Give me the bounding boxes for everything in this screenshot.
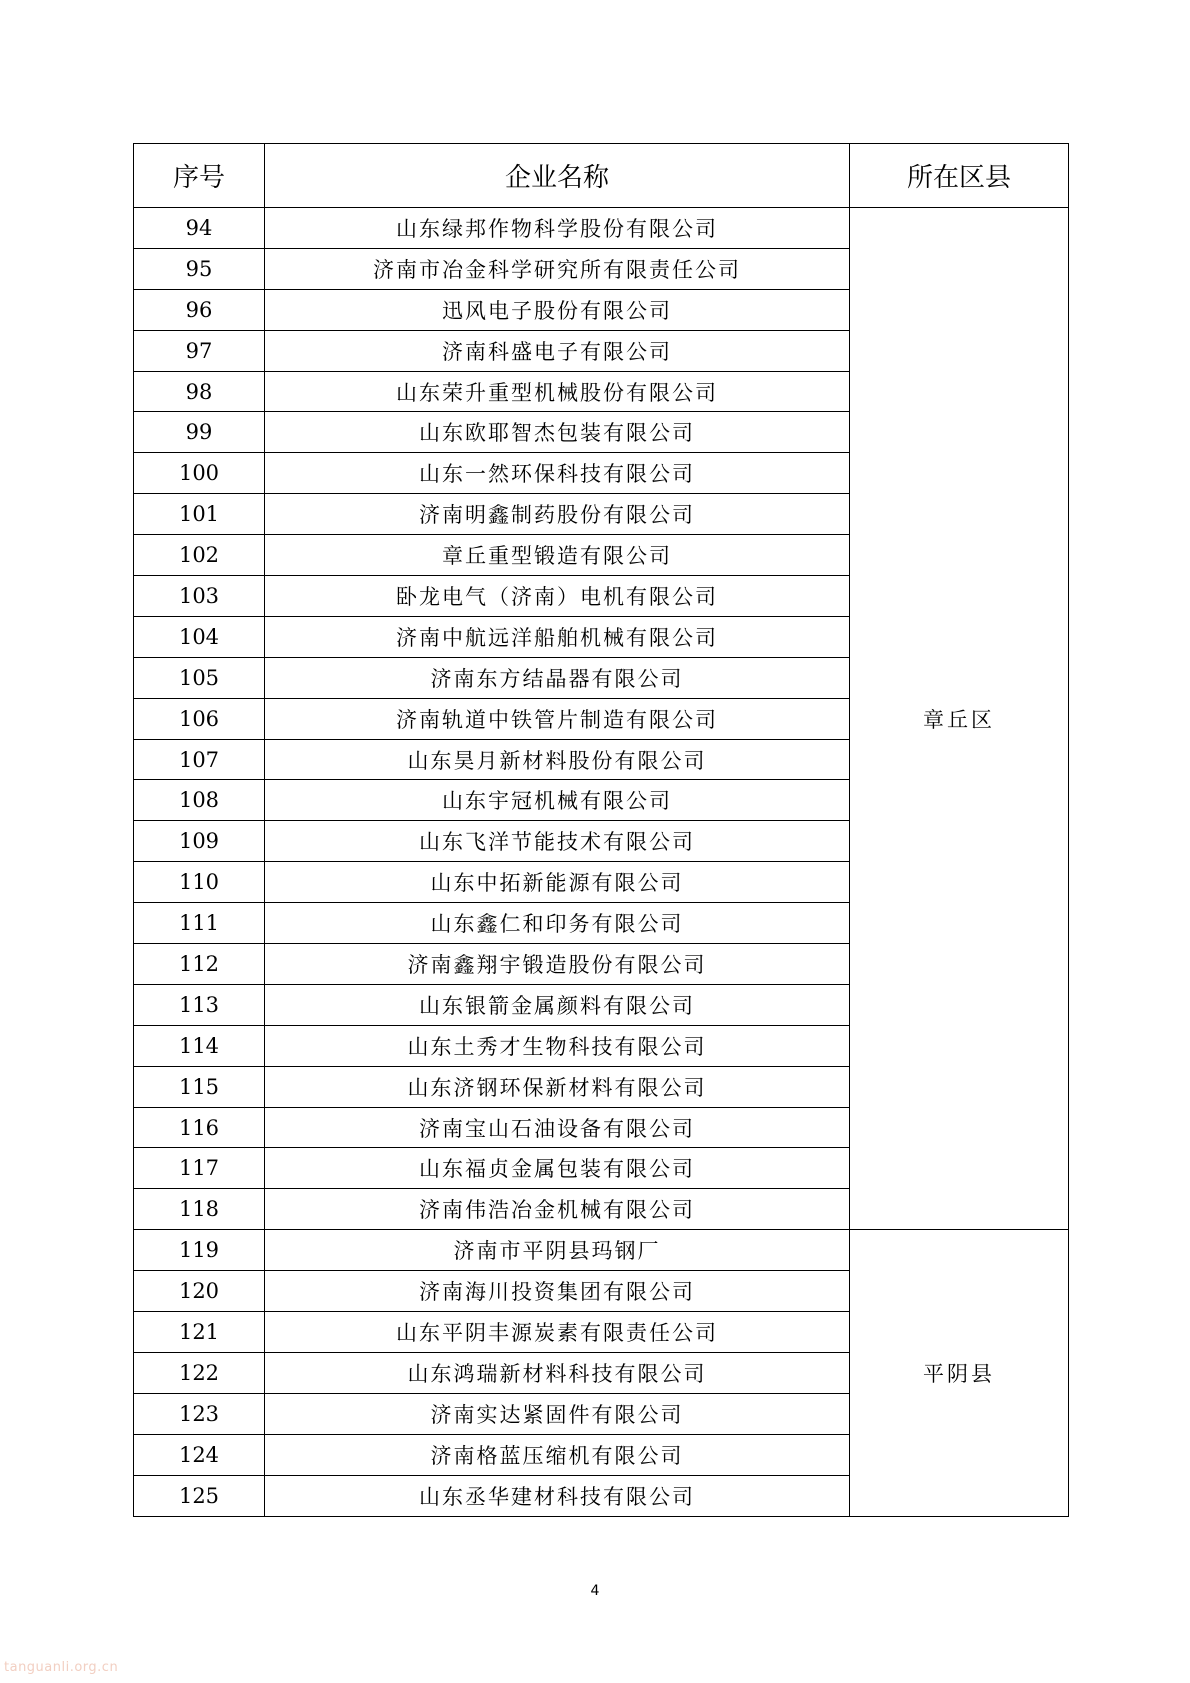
enterprise-name-cell: 卧龙电气（济南）电机有限公司 [265,576,850,617]
enterprise-name-cell: 山东鸿瑞新材料科技有限公司 [265,1352,850,1393]
enterprise-name-cell: 济南市平阴县玛钢厂 [265,1230,850,1271]
enterprise-name-cell: 济南实达紧固件有限公司 [265,1393,850,1434]
enterprise-name-cell: 济南海川投资集团有限公司 [265,1271,850,1312]
table-row [134,1230,1069,1271]
serial-number-cell: 106 [134,698,265,739]
serial-number-cell: 122 [134,1352,265,1393]
enterprise-name-cell: 山东济钢环保新材料有限公司 [265,1066,850,1107]
serial-number-cell: 107 [134,739,265,780]
enterprise-name-cell: 济南伟浩冶金机械有限公司 [265,1189,850,1230]
serial-number-cell: 101 [134,494,265,535]
enterprise-name-cell: 济南东方结晶器有限公司 [265,657,850,698]
enterprise-name-cell: 山东绿邦作物科学股份有限公司 [265,208,850,249]
serial-number-cell: 119 [134,1230,265,1271]
serial-number-cell: 124 [134,1434,265,1475]
enterprise-name-cell: 济南市冶金科学研究所有限责任公司 [265,248,850,289]
serial-number-cell: 113 [134,984,265,1025]
serial-number-cell: 108 [134,780,265,821]
serial-number-cell: 94 [134,208,265,249]
enterprise-name-cell: 济南明鑫制药股份有限公司 [265,494,850,535]
serial-number-cell: 117 [134,1148,265,1189]
district-cell: 章丘区 [850,208,1069,1230]
serial-number-cell: 98 [134,371,265,412]
serial-number-cell: 103 [134,576,265,617]
header-district: 所在区县 [850,144,1069,208]
serial-number-cell: 96 [134,289,265,330]
enterprise-name-cell: 山东丞华建材科技有限公司 [265,1475,850,1516]
serial-number-cell: 115 [134,1066,265,1107]
table-row [134,208,1069,249]
serial-number-cell: 97 [134,330,265,371]
serial-number-cell: 116 [134,1107,265,1148]
enterprise-table [133,143,1069,1517]
serial-number-cell: 110 [134,862,265,903]
serial-number-cell: 121 [134,1312,265,1353]
serial-number-cell: 111 [134,903,265,944]
header-enterprise-name: 企业名称 [265,144,850,208]
page-number: 4 [590,1583,600,1599]
enterprise-name-cell: 山东宇冠机械有限公司 [265,780,850,821]
serial-number-cell: 95 [134,248,265,289]
enterprise-name-cell: 山东银箭金属颜料有限公司 [265,984,850,1025]
enterprise-name-cell: 章丘重型锻造有限公司 [265,535,850,576]
enterprise-name-cell: 迅风电子股份有限公司 [265,289,850,330]
enterprise-name-cell: 济南轨道中铁管片制造有限公司 [265,698,850,739]
table-header [134,144,1069,208]
enterprise-name-cell: 山东平阴丰源炭素有限责任公司 [265,1312,850,1353]
enterprise-name-cell: 山东一然环保科技有限公司 [265,453,850,494]
enterprise-name-cell: 山东中拓新能源有限公司 [265,862,850,903]
serial-number-cell: 112 [134,944,265,985]
enterprise-name-cell: 山东土秀才生物科技有限公司 [265,1025,850,1066]
header-serial-number: 序号 [134,144,265,208]
serial-number-cell: 99 [134,412,265,453]
serial-number-cell: 118 [134,1189,265,1230]
enterprise-name-cell: 济南宝山石油设备有限公司 [265,1107,850,1148]
enterprise-name-cell: 山东昊月新材料股份有限公司 [265,739,850,780]
serial-number-cell: 102 [134,535,265,576]
enterprise-name-cell: 山东欧耶智杰包装有限公司 [265,412,850,453]
serial-number-cell: 123 [134,1393,265,1434]
district-cell: 平阴县 [850,1230,1069,1516]
enterprise-name-cell: 济南中航远洋船舶机械有限公司 [265,616,850,657]
serial-number-cell: 104 [134,616,265,657]
enterprise-name-cell: 济南格蓝压缩机有限公司 [265,1434,850,1475]
enterprise-name-cell: 山东鑫仁和印务有限公司 [265,903,850,944]
enterprise-name-cell: 山东飞洋节能技术有限公司 [265,821,850,862]
enterprise-name-cell: 山东福贞金属包装有限公司 [265,1148,850,1189]
header-row [134,144,1069,208]
enterprise-name-cell: 济南鑫翔宇锻造股份有限公司 [265,944,850,985]
serial-number-cell: 125 [134,1475,265,1516]
enterprise-name-cell: 山东荣升重型机械股份有限公司 [265,371,850,412]
table-body [134,208,1069,1517]
serial-number-cell: 109 [134,821,265,862]
serial-number-cell: 114 [134,1025,265,1066]
serial-number-cell: 120 [134,1271,265,1312]
watermark: tanguanli.org.cn [4,1660,119,1675]
serial-number-cell: 100 [134,453,265,494]
enterprise-name-cell: 济南科盛电子有限公司 [265,330,850,371]
serial-number-cell: 105 [134,657,265,698]
